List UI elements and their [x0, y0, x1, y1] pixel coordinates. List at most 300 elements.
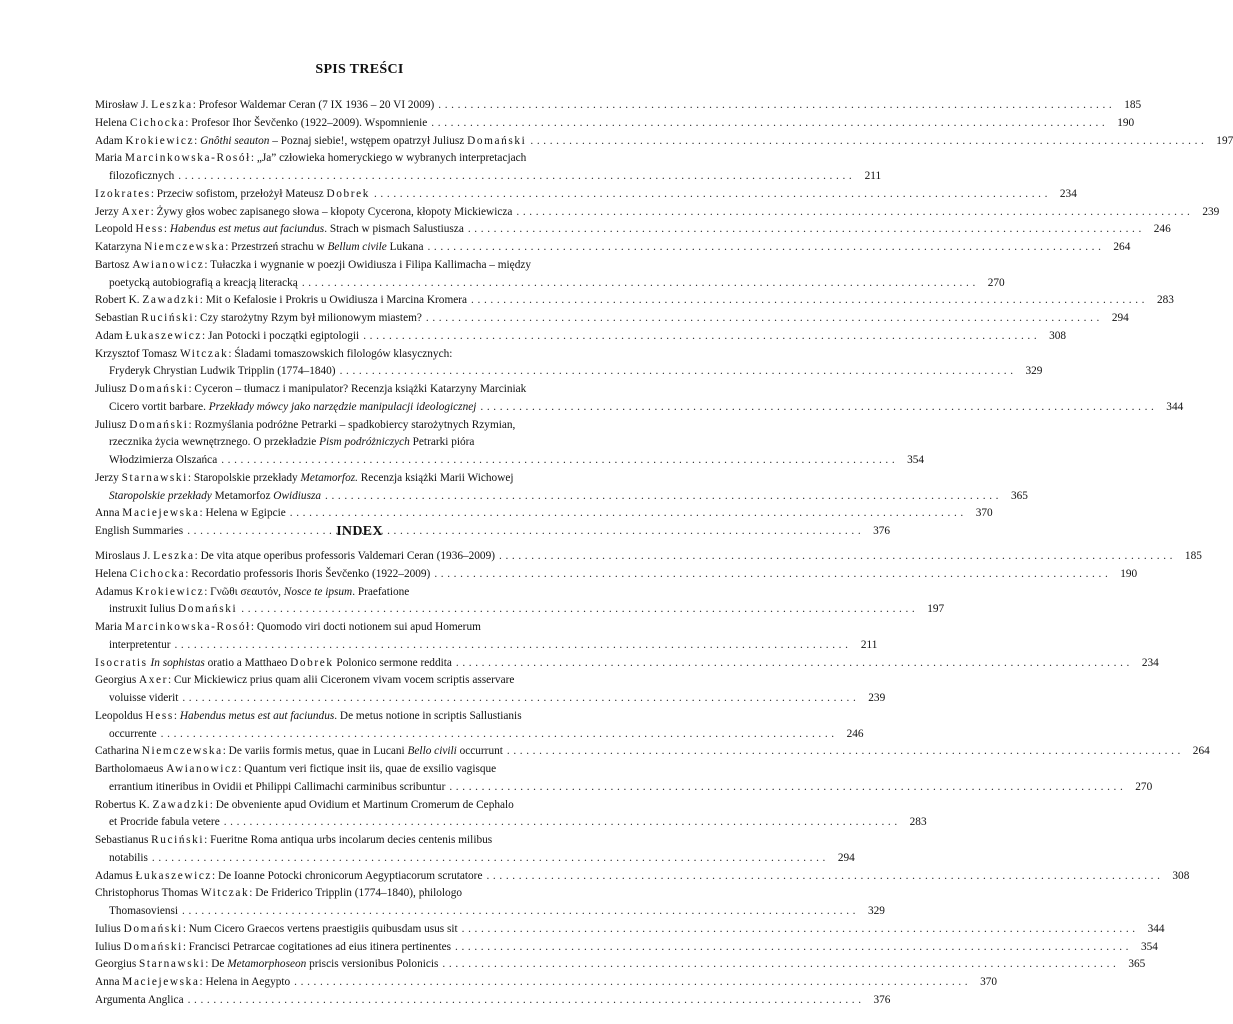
page-number: 190: [1117, 116, 1135, 129]
italic-title: Habendus est metus aut faciundus: [169, 223, 325, 236]
toc-entry: [95, 832, 855, 868]
toc-entry: [95, 257, 1005, 293]
entry-text: [95, 956, 438, 974]
entry-text-run: instruxit Iulius: [109, 603, 179, 616]
entry-text: [95, 939, 451, 957]
entry-text-run: : Mit o Kefalosie i Prokris u Owidiusza i Marcina Kromera: [199, 294, 468, 307]
entry-text-run: notabilis: [109, 851, 148, 864]
entry-text: [109, 488, 321, 506]
toc-entry: [95, 239, 1131, 257]
italic-title: Habendus metus est aut faciundus: [179, 709, 335, 722]
toc-entry: [95, 921, 1165, 939]
entry-text: [95, 885, 462, 903]
entry-text: [95, 505, 286, 523]
entry-text: [109, 275, 298, 293]
entry-text-run: Adamus: [95, 869, 136, 882]
toc-entry: [95, 761, 1153, 797]
entry-text-run: Georgius: [95, 674, 140, 687]
toc-entry: [95, 470, 1028, 506]
page-number: 294: [837, 851, 855, 864]
author-name: Domański: [123, 940, 183, 953]
entry-text: [95, 992, 184, 1010]
toc-entry-line: [95, 97, 1142, 115]
dot-leader: [449, 779, 1123, 797]
toc-entry: [95, 655, 1159, 673]
section-title-index: INDEX: [336, 524, 383, 539]
toc-entry-line: [95, 328, 1067, 346]
entry-text: [109, 363, 336, 381]
entry-text-run: : Przestrzeń strachu w: [225, 241, 328, 253]
toc-entry: [95, 566, 1138, 584]
entry-text-run: et Procride fabula vetere: [109, 816, 220, 829]
page-number: 264: [1192, 745, 1210, 758]
page-number: 270: [1135, 780, 1153, 793]
page-number: 370: [980, 976, 998, 988]
entry-text-run: voluisse viderit: [109, 692, 179, 704]
dot-leader: [174, 637, 848, 655]
entry-text: [109, 434, 474, 452]
page-number: 239: [868, 692, 886, 704]
entry-text-run: Petrarki pióra: [409, 436, 475, 449]
toc-entry-line: [95, 601, 945, 619]
toc-entry-line: [95, 726, 864, 744]
page-number: 234: [1141, 656, 1159, 669]
page-number: 344: [1166, 400, 1184, 413]
page-number: 308: [1049, 329, 1067, 342]
author-name: Hess: [135, 223, 164, 236]
toc-entry: [95, 974, 998, 992]
entry-text-run: occurrente: [109, 727, 157, 740]
italic-title: Bello civili: [407, 745, 457, 758]
entry-text-run: : De Ioanne Potocki chronicorum Aegyptiacorum scrutatore: [212, 869, 483, 882]
entry-text: [95, 797, 514, 815]
entry-text-run: Leopold: [95, 223, 136, 236]
entry-text-run: Mirosław J.: [95, 99, 152, 111]
entry-text: [109, 452, 217, 470]
entry-text-run: Christophorus Thomas: [95, 887, 201, 900]
entry-text-run: : Quantum veri fictique insit iis, quae de exsilio vagisque: [238, 763, 497, 775]
entry-text-run: Leopoldus: [95, 709, 146, 722]
page-number: 329: [1025, 365, 1043, 378]
entry-text-run: : Γνῶθι σεαυτόν,: [204, 585, 284, 598]
author-name: Ruciński: [151, 834, 205, 846]
dot-leader: [340, 363, 1014, 381]
entry-text: [95, 743, 503, 761]
toc-entry-line: [95, 275, 1005, 293]
italic-title: Staropolskie przekłady: [109, 489, 212, 502]
entry-text-run: Robertus K.: [95, 798, 153, 811]
toc-entry-line: [95, 885, 623, 903]
entry-text: [95, 470, 514, 488]
dot-leader: [427, 239, 1101, 257]
dot-leader: [480, 399, 1154, 417]
entry-text: [95, 239, 423, 257]
page-number: 270: [987, 276, 1005, 289]
entry-text-run: Helena: [95, 116, 130, 129]
toc-entry: [95, 292, 1174, 310]
page-number: 234: [1059, 187, 1077, 200]
author-name: Zawadzki: [152, 798, 210, 811]
toc-entry-line: [95, 655, 1159, 673]
entry-text-run: Anna: [95, 507, 123, 520]
entry-text-run: : Żywy głos wobec zapisanego słowa – kłopoty Cycerona, kłopoty Mickiewicza: [150, 205, 513, 218]
entry-text: [95, 708, 522, 726]
table-of-contents-polish: [95, 97, 1233, 541]
toc-entry-line: [95, 619, 623, 637]
entry-text-run: Polonico sermone reddita: [333, 656, 452, 669]
italic-title: Owidiusza: [273, 489, 322, 502]
toc-entry: [95, 619, 878, 655]
dot-leader: [426, 310, 1100, 328]
entry-text-run: Sebastianus: [95, 834, 152, 846]
entry-text: [109, 168, 174, 186]
author-name: Izokrates: [95, 187, 151, 200]
dot-leader: [374, 186, 1048, 204]
italic-title: Pism podróżniczych: [319, 436, 410, 449]
page-number: 283: [1156, 294, 1174, 307]
entry-text-run: : Quomodo viri docti notionem sui apud Homerum: [250, 621, 481, 633]
author-name: Domański: [129, 418, 189, 431]
entry-text-run: : Fueritne Roma antiqua urbs incolarum decies centenis milibus: [204, 834, 493, 846]
entry-text-run: . De metus notione in scriptis Sallustianis: [334, 709, 522, 722]
dot-leader: [325, 488, 999, 506]
entry-text-run: Fryderyk Chrystian Ludwik Tripplin (1774–1840): [109, 365, 336, 378]
entry-text-run: Iulius: [95, 922, 124, 935]
dot-leader: [530, 133, 1204, 151]
entry-text-run: : Profesor Waldemar Ceran (7 IX 1936 – 20 VI 2009): [192, 99, 435, 111]
entry-text: [95, 974, 290, 992]
entry-text: [95, 584, 409, 602]
toc-entry-line: [95, 708, 623, 726]
dot-leader: [516, 204, 1190, 222]
entry-text-run: . Praefatione: [352, 585, 410, 598]
dot-leader: [178, 168, 852, 186]
dot-leader: [456, 655, 1130, 673]
author-name: Awianowicz: [132, 258, 205, 271]
dot-leader: [152, 850, 826, 868]
page-number: 264: [1113, 241, 1131, 253]
toc-entry: [95, 868, 1190, 886]
author-name: Maciejewska: [122, 976, 200, 988]
entry-text-run: : Staropolskie przekłady: [187, 471, 301, 484]
italic-title: Metamorphoseon: [227, 958, 307, 971]
author-name: Łukaszewicz: [135, 869, 213, 882]
author-name: Krokiewicz: [135, 585, 205, 598]
dot-leader: [363, 328, 1037, 346]
entry-text-run: occurrunt: [456, 745, 503, 758]
dot-leader: [455, 939, 1129, 957]
entry-text: [95, 257, 531, 275]
toc-entry-line: [95, 221, 1171, 239]
page-number: 211: [860, 638, 878, 651]
entry-text-run: : Tułaczka i wygnanie w poezji Owidiusza i Filipa Kallimacha – między: [204, 258, 532, 271]
entry-text-run: poetycką autobiografią a kreacją literacką: [109, 276, 298, 289]
entry-text-run: Krzysztof Tomasz: [95, 347, 180, 360]
page-number: 344: [1147, 922, 1165, 935]
entry-text-run: Anna: [95, 976, 123, 988]
page-number: 308: [1172, 869, 1190, 882]
entry-text: [109, 726, 157, 744]
toc-entry-line: [95, 779, 1153, 797]
entry-text-run: Maria: [95, 621, 125, 633]
toc-entry-line: [95, 292, 1174, 310]
toc-entry-line: [95, 956, 1146, 974]
dot-leader: [182, 903, 856, 921]
author-name: Zawadzki: [142, 294, 200, 307]
entry-text-run: English Summaries: [95, 525, 184, 537]
author-name: Witczak: [179, 347, 229, 360]
toc-entry: [95, 186, 1077, 204]
entry-text: [109, 399, 476, 417]
entry-text-run: Juliusz: [95, 418, 130, 431]
entry-text-run: errantium itineribus in Ovidii et Philippi Callimachi carminibus scribuntur: [109, 780, 446, 793]
page-number: 365: [1128, 958, 1146, 971]
entry-text-run: oratio a Matthaeo: [204, 656, 291, 669]
toc-entry-line: [95, 850, 855, 868]
page-number: 354: [1140, 940, 1158, 953]
toc-entry: [95, 743, 1210, 761]
toc-entry-line: [95, 168, 882, 186]
dot-leader: [499, 548, 1173, 566]
entry-text: [95, 381, 526, 399]
page-number: 283: [909, 816, 927, 829]
toc-entry: [95, 221, 1171, 239]
entry-text: [95, 868, 482, 886]
author-name: Hess: [145, 709, 174, 722]
toc-entry-line: [95, 566, 1138, 584]
entry-text-run: Katarzyna: [95, 241, 145, 253]
entry-text: [95, 832, 492, 850]
toc-entry: [95, 115, 1135, 133]
toc-entry: [95, 97, 1142, 115]
toc-entry-line: [95, 761, 623, 779]
entry-text: [95, 97, 434, 115]
entry-text: [109, 637, 170, 655]
entry-text-run: Miroslaus J.: [95, 550, 154, 562]
entry-text-run: Thomasoviensi: [109, 905, 179, 917]
author-name: Łukaszewicz: [125, 329, 202, 342]
author-name: Leszka: [153, 550, 195, 562]
entry-text-run: Georgius: [95, 958, 140, 971]
entry-text: [95, 292, 467, 310]
entry-text: [95, 186, 370, 204]
entry-text-run: Juliusz: [95, 383, 130, 395]
toc-entry-line: [95, 584, 623, 602]
author-name: Axer: [139, 674, 169, 687]
entry-text-run: priscis versionibus Polonicis: [306, 958, 439, 971]
table-of-contents-latin: [95, 548, 1210, 1010]
entry-text: [109, 601, 237, 619]
entry-text: [95, 417, 515, 435]
entry-text: [95, 672, 514, 690]
toc-entry: [95, 150, 882, 186]
page-number: 370: [975, 507, 993, 520]
entry-text-run: Bartholomaeus: [95, 763, 167, 775]
entry-text-run: Cicero vortit barbare.: [109, 400, 209, 413]
page-number: 329: [867, 905, 885, 917]
italic-title: Nosce te ipsum: [283, 585, 353, 598]
entry-text: [95, 655, 452, 673]
toc-entry-line: [95, 974, 998, 992]
entry-text-run: : Recordatio professoris Ihoris Ševčenko (1922–2009): [185, 567, 431, 580]
italic-title: In sophistas: [150, 656, 205, 669]
toc-entry-line: [95, 346, 623, 364]
entry-text-run: : Jan Potocki i początki egiptologii: [202, 329, 360, 342]
toc-entry-line: [95, 186, 1077, 204]
toc-entry-line: [95, 133, 1233, 151]
toc-entry-line: [95, 690, 886, 708]
toc-entry-line: [95, 204, 1220, 222]
entry-text: [95, 221, 464, 239]
author-name: Ruciński: [141, 312, 195, 324]
entry-text-run: : Czy starożytny Rzym był milionowym miastem?: [194, 312, 422, 324]
toc-entry-line: [95, 939, 1158, 957]
toc-entry-line: [95, 488, 1028, 506]
toc-entry-line: [95, 363, 1043, 381]
entry-text-run: . Strach w pismach Salustiusza: [324, 223, 464, 236]
toc-entry: [95, 381, 1184, 417]
entry-text: [109, 779, 445, 797]
entry-text: [109, 690, 178, 708]
dot-leader: [182, 690, 856, 708]
entry-text-run: Sebastian: [95, 312, 142, 324]
entry-text-run: Jerzy: [95, 205, 122, 218]
entry-text-run: :: [163, 223, 170, 236]
toc-entry-line: [95, 399, 1184, 417]
author-name: Krokiewicz: [125, 134, 195, 147]
dot-leader: [224, 814, 898, 832]
page-number: 376: [873, 993, 891, 1006]
toc-entry-line: [95, 505, 993, 523]
entry-text: [95, 150, 526, 168]
dot-leader: [507, 743, 1181, 761]
entry-text: [109, 903, 178, 921]
entry-text-run: Włodzimierza Olszańca: [109, 454, 218, 466]
toc-entry: [95, 672, 886, 708]
page-number: 185: [1124, 99, 1142, 111]
toc-entry: [95, 885, 885, 921]
toc-entry: [95, 992, 891, 1010]
page-number: 239: [1202, 205, 1220, 218]
toc-entry-line: [95, 310, 1129, 328]
toc-entry: [95, 708, 864, 744]
dot-leader: [431, 115, 1105, 133]
italic-title: Przekłady mówcy jako narzędzie manipulacji ideologicznej: [208, 400, 477, 413]
author-name: Axer: [121, 205, 151, 218]
toc-entry-line: [95, 814, 927, 832]
toc-entry-line: [95, 381, 623, 399]
toc-entry: [95, 505, 993, 523]
entry-text-run: Robert K.: [95, 294, 143, 307]
page-number: 246: [1153, 223, 1171, 236]
italic-title: Metamorfoz.: [300, 471, 358, 484]
page-number: 197: [927, 603, 945, 616]
entry-text-run: Metamorfoz: [211, 489, 274, 502]
toc-entry-line: [95, 257, 623, 275]
entry-text-run: Lukana: [386, 241, 424, 253]
page-number: 185: [1184, 550, 1202, 562]
page-number: 354: [907, 454, 925, 466]
page-number: 365: [1010, 489, 1028, 502]
toc-entry: [95, 797, 927, 833]
toc-entry-line: [95, 743, 1210, 761]
toc-entry-line: [95, 921, 1165, 939]
entry-text: [95, 921, 458, 939]
author-name: Marcinkowska-Rosół: [124, 621, 251, 633]
entry-text-run: Adam: [95, 134, 126, 147]
italic-title: Gnôthi seauton: [200, 134, 270, 147]
entry-text-run: : Przeciw sofistom, przełożył Mateusz: [150, 187, 327, 200]
dot-leader: [290, 505, 964, 523]
dot-leader: [471, 292, 1145, 310]
entry-text-run: : Profesor Ihor Ševčenko (1922–2009). Wspomnienie: [185, 116, 428, 129]
entry-text-run: : Cur Mickiewicz prius quam alii Ciceronem vivam vocem scriptis asservare: [168, 674, 515, 687]
toc-entry-line: [95, 150, 623, 168]
dot-leader: [468, 221, 1142, 239]
entry-text-run: : Helena w Egipcie: [199, 507, 286, 520]
page-number: 294: [1111, 312, 1129, 324]
dot-leader: [302, 275, 976, 293]
author-name: Starnawski: [121, 471, 188, 484]
entry-text-run: interpretentur: [109, 638, 171, 651]
dot-leader: [442, 956, 1116, 974]
dot-leader: [188, 992, 862, 1010]
entry-text-run: : De Friderico Tripplin (1774–1840), philologo: [249, 887, 463, 900]
toc-entry-line: [95, 637, 878, 655]
toc-entry: [95, 956, 1146, 974]
entry-text: [95, 328, 359, 346]
toc-entry: [95, 417, 925, 470]
entry-text-run: : De: [205, 958, 228, 971]
entry-text: [95, 619, 481, 637]
entry-text-run: Jerzy: [95, 471, 122, 484]
toc-entry-line: [95, 903, 885, 921]
toc-entry-line: [95, 239, 1131, 257]
author-name: Starnawski: [139, 958, 206, 971]
entry-text-run: Iulius: [95, 940, 124, 953]
toc-entry-line: [95, 470, 623, 488]
toc-entry-line: [95, 548, 1202, 566]
entry-text-run: : Francisci Petrarcae cogitationes ad eius itinera pertinentes: [182, 940, 452, 953]
page-number: 246: [846, 727, 864, 740]
dot-leader: [434, 566, 1108, 584]
author-name: Cichocka: [129, 567, 186, 580]
toc-entry-line: [95, 452, 925, 470]
toc-entry-line: [95, 115, 1135, 133]
author-name: Domański: [467, 134, 527, 147]
entry-text: [109, 850, 148, 868]
entry-text-run: : Cyceron – tłumacz i manipulator? Recenzja książki Katarzyny Marciniak: [188, 383, 527, 395]
entry-text-run: Adamus: [95, 585, 136, 598]
entry-text: [95, 115, 427, 133]
author-name: Dobrek: [290, 656, 334, 669]
entry-text-run: Maria: [95, 152, 125, 165]
author-name: Niemczewska: [141, 745, 223, 758]
author-name: Awianowicz: [166, 763, 239, 775]
section-title-spis-tresci: SPIS TREŚCI: [315, 62, 404, 77]
entry-text-run: – Poznaj siebie!, wstępem opatrzył Juliusz: [269, 134, 468, 147]
toc-entry: [95, 939, 1158, 957]
entry-text: [95, 346, 452, 364]
dot-leader: [241, 601, 915, 619]
entry-text-run: : De vita atque operibus professoris Valdemari Ceran (1936–2009): [194, 550, 495, 562]
author-name: Maciejewska: [122, 507, 200, 520]
toc-entry-line: [95, 797, 623, 815]
author-name: Niemczewska: [144, 241, 226, 253]
entry-text-run: : De obveniente apud Ovidium et Martinum Cromerum de Cephalo: [209, 798, 514, 811]
author-name: Marcinkowska-Rosół: [124, 152, 251, 165]
author-name: Cichocka: [129, 116, 186, 129]
